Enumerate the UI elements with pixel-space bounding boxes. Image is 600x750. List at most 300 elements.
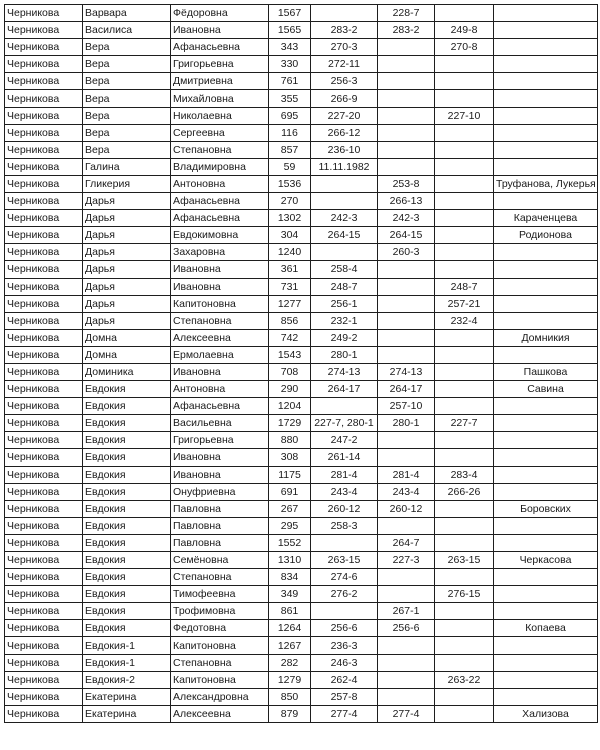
- note-cell: [494, 517, 598, 534]
- table-row: [5, 449, 598, 466]
- first-name-cell: Вера: [83, 39, 171, 56]
- ref-c-cell: 227-10: [435, 107, 494, 124]
- ref-c-cell: 232-4: [435, 312, 494, 329]
- patronymic-cell: Павловна: [171, 534, 269, 551]
- surname-cell: Черникова: [5, 141, 83, 158]
- note-cell: [494, 141, 598, 158]
- patronymic-cell: Григорьевна: [171, 56, 269, 73]
- table-row: [5, 705, 598, 722]
- patronymic-cell: Степановна: [171, 569, 269, 586]
- ref-b-cell: 267-1: [378, 603, 435, 620]
- first-name-cell: Евдокия: [83, 603, 171, 620]
- number-cell: 343: [269, 39, 311, 56]
- ref-c-cell: [435, 620, 494, 637]
- ref-b-cell: [378, 158, 435, 175]
- number-cell: 1277: [269, 295, 311, 312]
- ref-c-cell: 283-4: [435, 466, 494, 483]
- patronymic-cell: Ивановна: [171, 22, 269, 39]
- surname-cell: Черникова: [5, 329, 83, 346]
- ref-b-cell: 280-1: [378, 415, 435, 432]
- first-name-cell: Евдокия: [83, 534, 171, 551]
- ref-a-cell: 283-2: [311, 22, 378, 39]
- number-cell: 1543: [269, 346, 311, 363]
- first-name-cell: Домна: [83, 346, 171, 363]
- surname-cell: Черникова: [5, 56, 83, 73]
- number-cell: 330: [269, 56, 311, 73]
- ref-b-cell: [378, 671, 435, 688]
- ref-b-cell: 264-17: [378, 381, 435, 398]
- number-cell: 1729: [269, 415, 311, 432]
- patronymic-cell: Афанасьевна: [171, 193, 269, 210]
- ref-c-cell: [435, 381, 494, 398]
- table-row: [5, 415, 598, 432]
- ref-c-cell: [435, 705, 494, 722]
- ref-b-cell: 256-6: [378, 620, 435, 637]
- ref-a-cell: 281-4: [311, 466, 378, 483]
- patronymic-cell: Ивановна: [171, 278, 269, 295]
- patronymic-cell: Капитоновна: [171, 671, 269, 688]
- surname-cell: Черникова: [5, 449, 83, 466]
- table-row: [5, 500, 598, 517]
- note-cell: [494, 193, 598, 210]
- ref-a-cell: 247-2: [311, 432, 378, 449]
- table-row: [5, 466, 598, 483]
- ref-c-cell: [435, 124, 494, 141]
- patronymic-cell: Ивановна: [171, 363, 269, 380]
- ref-a-cell: 257-8: [311, 688, 378, 705]
- patronymic-cell: Алексеевна: [171, 329, 269, 346]
- first-name-cell: Евдокия: [83, 517, 171, 534]
- first-name-cell: Гликерия: [83, 175, 171, 192]
- number-cell: 349: [269, 586, 311, 603]
- ref-a-cell: [311, 398, 378, 415]
- patronymic-cell: Фёдоровна: [171, 5, 269, 22]
- ref-c-cell: 249-8: [435, 22, 494, 39]
- note-cell: [494, 261, 598, 278]
- surname-cell: Черникова: [5, 671, 83, 688]
- ref-c-cell: [435, 569, 494, 586]
- ref-b-cell: 283-2: [378, 22, 435, 39]
- ref-a-cell: 272-11: [311, 56, 378, 73]
- ref-b-cell: [378, 517, 435, 534]
- surname-cell: Черникова: [5, 432, 83, 449]
- table-row: [5, 141, 598, 158]
- ref-c-cell: 266-26: [435, 483, 494, 500]
- ref-b-cell: 264-15: [378, 227, 435, 244]
- ref-b-cell: [378, 39, 435, 56]
- surname-cell: Черникова: [5, 124, 83, 141]
- number-cell: 708: [269, 363, 311, 380]
- table-row: [5, 688, 598, 705]
- patronymic-cell: Захаровна: [171, 244, 269, 261]
- patronymic-cell: Павловна: [171, 517, 269, 534]
- first-name-cell: Вера: [83, 56, 171, 73]
- surname-cell: Черникова: [5, 175, 83, 192]
- table-row: [5, 210, 598, 227]
- patronymic-cell: Семёновна: [171, 552, 269, 569]
- first-name-cell: Дарья: [83, 227, 171, 244]
- ref-c-cell: [435, 500, 494, 517]
- surname-cell: Черникова: [5, 295, 83, 312]
- ref-a-cell: [311, 603, 378, 620]
- ref-b-cell: 242-3: [378, 210, 435, 227]
- note-cell: [494, 39, 598, 56]
- ref-b-cell: [378, 56, 435, 73]
- surname-cell: Черникова: [5, 534, 83, 551]
- ref-a-cell: 227-20: [311, 107, 378, 124]
- ref-a-cell: 277-4: [311, 705, 378, 722]
- note-cell: [494, 603, 598, 620]
- table-row: [5, 90, 598, 107]
- first-name-cell: Василиса: [83, 22, 171, 39]
- table-row: [5, 22, 598, 39]
- ref-b-cell: 253-8: [378, 175, 435, 192]
- table-row: [5, 552, 598, 569]
- table-row: [5, 73, 598, 90]
- number-cell: 731: [269, 278, 311, 295]
- ref-c-cell: [435, 158, 494, 175]
- ref-c-cell: [435, 261, 494, 278]
- ref-b-cell: [378, 654, 435, 671]
- note-cell: [494, 56, 598, 73]
- table-row: [5, 381, 598, 398]
- ref-b-cell: 260-12: [378, 500, 435, 517]
- patronymic-cell: Степановна: [171, 654, 269, 671]
- records-body: [5, 5, 598, 723]
- number-cell: 1267: [269, 637, 311, 654]
- note-cell: Савина: [494, 381, 598, 398]
- note-cell: [494, 671, 598, 688]
- patronymic-cell: Владимировна: [171, 158, 269, 175]
- surname-cell: Черникова: [5, 688, 83, 705]
- ref-c-cell: [435, 346, 494, 363]
- table-row: [5, 193, 598, 210]
- number-cell: 1536: [269, 175, 311, 192]
- first-name-cell: Евдокия: [83, 432, 171, 449]
- ref-c-cell: [435, 244, 494, 261]
- table-row: [5, 175, 598, 192]
- note-cell: [494, 5, 598, 22]
- number-cell: 880: [269, 432, 311, 449]
- surname-cell: Черникова: [5, 107, 83, 124]
- ref-c-cell: 270-8: [435, 39, 494, 56]
- note-cell: Боровских: [494, 500, 598, 517]
- note-cell: [494, 586, 598, 603]
- number-cell: 59: [269, 158, 311, 175]
- table-row: [5, 346, 598, 363]
- number-cell: 282: [269, 654, 311, 671]
- ref-a-cell: 248-7: [311, 278, 378, 295]
- table-row: [5, 534, 598, 551]
- surname-cell: Черникова: [5, 39, 83, 56]
- ref-b-cell: [378, 449, 435, 466]
- ref-c-cell: [435, 398, 494, 415]
- patronymic-cell: Михайловна: [171, 90, 269, 107]
- note-cell: [494, 466, 598, 483]
- number-cell: 116: [269, 124, 311, 141]
- ref-a-cell: [311, 193, 378, 210]
- number-cell: 1302: [269, 210, 311, 227]
- ref-b-cell: [378, 295, 435, 312]
- patronymic-cell: Александровна: [171, 688, 269, 705]
- patronymic-cell: Степановна: [171, 312, 269, 329]
- number-cell: 1264: [269, 620, 311, 637]
- table-row: [5, 56, 598, 73]
- ref-a-cell: 256-1: [311, 295, 378, 312]
- note-cell: [494, 73, 598, 90]
- ref-c-cell: 227-7: [435, 415, 494, 432]
- ref-b-cell: 228-7: [378, 5, 435, 22]
- ref-a-cell: 262-4: [311, 671, 378, 688]
- ref-a-cell: 236-3: [311, 637, 378, 654]
- first-name-cell: Вера: [83, 73, 171, 90]
- first-name-cell: Евдокия: [83, 466, 171, 483]
- number-cell: 355: [269, 90, 311, 107]
- ref-b-cell: [378, 637, 435, 654]
- ref-a-cell: [311, 5, 378, 22]
- patronymic-cell: Ермолаевна: [171, 346, 269, 363]
- number-cell: 1279: [269, 671, 311, 688]
- ref-c-cell: [435, 5, 494, 22]
- number-cell: 308: [269, 449, 311, 466]
- first-name-cell: Дарья: [83, 193, 171, 210]
- note-cell: [494, 415, 598, 432]
- ref-c-cell: [435, 449, 494, 466]
- surname-cell: Черникова: [5, 637, 83, 654]
- number-cell: 856: [269, 312, 311, 329]
- first-name-cell: Евдокия-1: [83, 637, 171, 654]
- ref-a-cell: 258-3: [311, 517, 378, 534]
- number-cell: 861: [269, 603, 311, 620]
- patronymic-cell: Ивановна: [171, 261, 269, 278]
- table-row: [5, 244, 598, 261]
- note-cell: [494, 569, 598, 586]
- first-name-cell: Дарья: [83, 278, 171, 295]
- ref-a-cell: 274-13: [311, 363, 378, 380]
- ref-c-cell: [435, 73, 494, 90]
- ref-a-cell: [311, 534, 378, 551]
- number-cell: 857: [269, 141, 311, 158]
- table-row: [5, 5, 598, 22]
- ref-b-cell: 227-3: [378, 552, 435, 569]
- table-row: [5, 312, 598, 329]
- first-name-cell: Дарья: [83, 312, 171, 329]
- first-name-cell: Доминика: [83, 363, 171, 380]
- ref-b-cell: 260-3: [378, 244, 435, 261]
- table-row: [5, 295, 598, 312]
- number-cell: 304: [269, 227, 311, 244]
- number-cell: 290: [269, 381, 311, 398]
- note-cell: [494, 158, 598, 175]
- first-name-cell: Евдокия: [83, 449, 171, 466]
- first-name-cell: Вера: [83, 141, 171, 158]
- note-cell: [494, 312, 598, 329]
- table-row: [5, 671, 598, 688]
- first-name-cell: Евдокия: [83, 586, 171, 603]
- ref-b-cell: [378, 124, 435, 141]
- ref-c-cell: [435, 56, 494, 73]
- ref-b-cell: [378, 141, 435, 158]
- ref-c-cell: [435, 517, 494, 534]
- number-cell: 691: [269, 483, 311, 500]
- ref-b-cell: [378, 278, 435, 295]
- table-row: [5, 158, 598, 175]
- first-name-cell: Дарья: [83, 261, 171, 278]
- ref-c-cell: [435, 227, 494, 244]
- first-name-cell: Вера: [83, 90, 171, 107]
- note-cell: Караченцева: [494, 210, 598, 227]
- surname-cell: Черникова: [5, 398, 83, 415]
- first-name-cell: Вера: [83, 124, 171, 141]
- note-cell: [494, 244, 598, 261]
- patronymic-cell: Николаевна: [171, 107, 269, 124]
- patronymic-cell: Васильевна: [171, 415, 269, 432]
- ref-c-cell: [435, 193, 494, 210]
- number-cell: 295: [269, 517, 311, 534]
- ref-a-cell: 274-6: [311, 569, 378, 586]
- note-cell: [494, 90, 598, 107]
- surname-cell: Черникова: [5, 569, 83, 586]
- first-name-cell: Вера: [83, 107, 171, 124]
- patronymic-cell: Сергеевна: [171, 124, 269, 141]
- number-cell: 761: [269, 73, 311, 90]
- note-cell: [494, 295, 598, 312]
- note-cell: [494, 346, 598, 363]
- first-name-cell: Евдокия: [83, 569, 171, 586]
- note-cell: Черкасова: [494, 552, 598, 569]
- ref-b-cell: [378, 569, 435, 586]
- surname-cell: Черникова: [5, 586, 83, 603]
- ref-c-cell: [435, 688, 494, 705]
- table-row: [5, 603, 598, 620]
- ref-b-cell: [378, 261, 435, 278]
- surname-cell: Черникова: [5, 210, 83, 227]
- patronymic-cell: Антоновна: [171, 175, 269, 192]
- ref-b-cell: 264-7: [378, 534, 435, 551]
- ref-b-cell: [378, 346, 435, 363]
- table-row: [5, 654, 598, 671]
- surname-cell: Черникова: [5, 5, 83, 22]
- number-cell: 1565: [269, 22, 311, 39]
- ref-b-cell: 274-13: [378, 363, 435, 380]
- note-cell: Родионова: [494, 227, 598, 244]
- note-cell: Домникия: [494, 329, 598, 346]
- ref-a-cell: 266-9: [311, 90, 378, 107]
- ref-a-cell: 242-3: [311, 210, 378, 227]
- table-row: [5, 637, 598, 654]
- surname-cell: Черникова: [5, 517, 83, 534]
- surname-cell: Черникова: [5, 244, 83, 261]
- ref-b-cell: 257-10: [378, 398, 435, 415]
- patronymic-cell: Онуфриевна: [171, 483, 269, 500]
- number-cell: 1240: [269, 244, 311, 261]
- table-row: [5, 363, 598, 380]
- ref-c-cell: [435, 603, 494, 620]
- number-cell: 695: [269, 107, 311, 124]
- first-name-cell: Евдокия: [83, 552, 171, 569]
- table-row: [5, 483, 598, 500]
- note-cell: [494, 124, 598, 141]
- surname-cell: Черникова: [5, 466, 83, 483]
- surname-cell: Черникова: [5, 415, 83, 432]
- patronymic-cell: Ивановна: [171, 466, 269, 483]
- surname-cell: Черникова: [5, 552, 83, 569]
- note-cell: Хализова: [494, 705, 598, 722]
- ref-a-cell: 249-2: [311, 329, 378, 346]
- table-row: [5, 569, 598, 586]
- surname-cell: Черникова: [5, 73, 83, 90]
- ref-a-cell: 258-4: [311, 261, 378, 278]
- ref-c-cell: [435, 363, 494, 380]
- ref-c-cell: [435, 329, 494, 346]
- first-name-cell: Варвара: [83, 5, 171, 22]
- ref-a-cell: 263-15: [311, 552, 378, 569]
- ref-c-cell: 248-7: [435, 278, 494, 295]
- number-cell: 1567: [269, 5, 311, 22]
- ref-b-cell: [378, 329, 435, 346]
- number-cell: 270: [269, 193, 311, 210]
- surname-cell: Черникова: [5, 227, 83, 244]
- ref-a-cell: 264-15: [311, 227, 378, 244]
- patronymic-cell: Афанасьевна: [171, 39, 269, 56]
- ref-c-cell: 263-22: [435, 671, 494, 688]
- patronymic-cell: Евдокимовна: [171, 227, 269, 244]
- first-name-cell: Екатерина: [83, 705, 171, 722]
- surname-cell: Черникова: [5, 22, 83, 39]
- first-name-cell: Евдокия: [83, 483, 171, 500]
- patronymic-cell: Дмитриевна: [171, 73, 269, 90]
- table-row: [5, 39, 598, 56]
- patronymic-cell: Антоновна: [171, 381, 269, 398]
- ref-a-cell: [311, 244, 378, 261]
- surname-cell: Черникова: [5, 363, 83, 380]
- ref-b-cell: [378, 432, 435, 449]
- ref-b-cell: 266-13: [378, 193, 435, 210]
- ref-a-cell: 11.11.1982: [311, 158, 378, 175]
- ref-a-cell: 276-2: [311, 586, 378, 603]
- surname-cell: Черникова: [5, 278, 83, 295]
- ref-c-cell: [435, 432, 494, 449]
- ref-c-cell: 257-21: [435, 295, 494, 312]
- ref-c-cell: [435, 141, 494, 158]
- note-cell: [494, 22, 598, 39]
- patronymic-cell: Павловна: [171, 500, 269, 517]
- surname-cell: Черникова: [5, 705, 83, 722]
- ref-a-cell: 280-1: [311, 346, 378, 363]
- note-cell: [494, 637, 598, 654]
- ref-c-cell: [435, 210, 494, 227]
- ref-c-cell: [435, 534, 494, 551]
- first-name-cell: Евдокия: [83, 415, 171, 432]
- first-name-cell: Дарья: [83, 295, 171, 312]
- number-cell: 267: [269, 500, 311, 517]
- first-name-cell: Дарья: [83, 244, 171, 261]
- note-cell: [494, 534, 598, 551]
- note-cell: [494, 107, 598, 124]
- patronymic-cell: Афанасьевна: [171, 398, 269, 415]
- surname-cell: Черникова: [5, 261, 83, 278]
- note-cell: Копаева: [494, 620, 598, 637]
- ref-c-cell: [435, 637, 494, 654]
- ref-a-cell: 260-12: [311, 500, 378, 517]
- ref-a-cell: 264-17: [311, 381, 378, 398]
- first-name-cell: Дарья: [83, 210, 171, 227]
- ref-c-cell: 276-15: [435, 586, 494, 603]
- patronymic-cell: Капитоновна: [171, 637, 269, 654]
- ref-b-cell: [378, 107, 435, 124]
- ref-b-cell: 277-4: [378, 705, 435, 722]
- note-cell: [494, 449, 598, 466]
